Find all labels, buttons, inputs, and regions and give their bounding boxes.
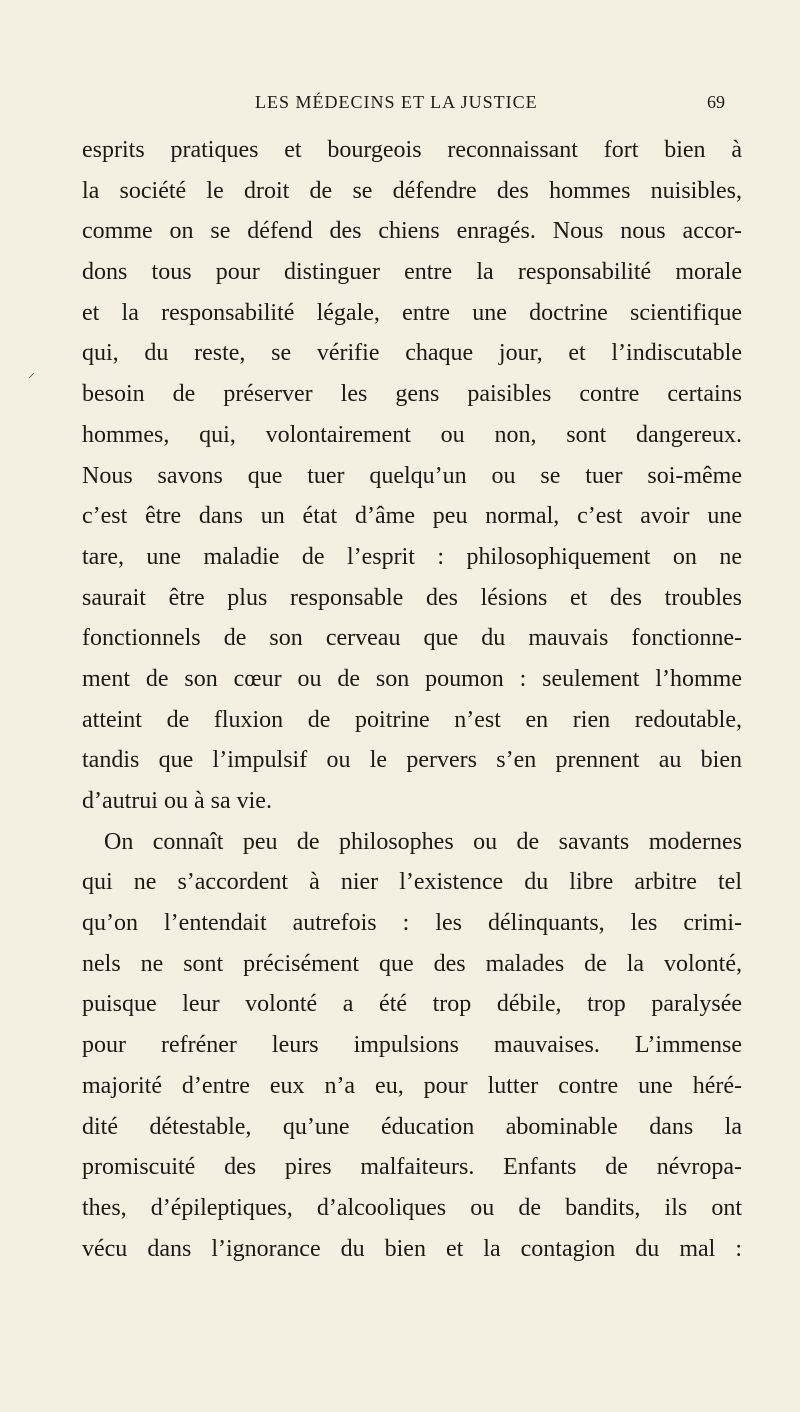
text-line: ment de son cœur ou de son poumon : seulement l’homme — [82, 665, 742, 692]
text-line: c’est être dans un état d’âme peu normal, c’est avoir une — [82, 503, 742, 530]
text-line: comme on se défend des chiens enragés. Nous nous accor- — [82, 218, 742, 245]
text-line: dons tous pour distinguer entre la responsabilité morale — [82, 259, 742, 286]
text-line: fonctionnels de son cerveau que du mauvais fonctionne- — [82, 625, 742, 652]
text-line: tandis que l’impulsif ou le pervers s’en prennent au bien — [82, 747, 742, 774]
paragraph-start-line: On connaît peu de philosophes ou de savants modernes — [104, 828, 742, 855]
text-line: atteint de fluxion de poitrine n’est en rien redoutable, — [82, 706, 742, 733]
text-line: puisque leur volonté a été trop débile, trop paralysée — [82, 991, 742, 1018]
running-head — [0, 92, 800, 122]
text-line: majorité d’entre eux n’a eu, pour lutter contre une héré- — [82, 1072, 742, 1099]
running-title: LES MÉDECINS ET LA JUSTICE — [255, 92, 538, 112]
page-number: 69 — [707, 92, 725, 112]
text-line: qui ne s’accordent à nier l’existence du libre arbitre tel — [82, 869, 742, 896]
text-line: qui, du reste, se vérifie chaque jour, et l’indiscutable — [82, 340, 742, 367]
margin-mark-icon: ⸝ — [28, 365, 35, 381]
text-line: qu’on l’entendait autrefois : les délinquants, les crimi- — [82, 910, 742, 937]
text-line: hommes, qui, volontairement ou non, sont dangereux. — [82, 421, 742, 448]
text-line: pour refréner leurs impulsions mauvaises. L’immense — [82, 1032, 742, 1059]
text-line: saurait être plus responsable des lésions et des troubles — [82, 584, 742, 611]
body-text — [82, 130, 742, 1269]
text-line: promiscuité des pires malfaiteurs. Enfants de névropa- — [82, 1154, 742, 1181]
paragraph-end-line: d’autrui ou à sa vie. — [82, 788, 272, 814]
text-line: besoin de préserver les gens paisibles contre certains — [82, 381, 742, 408]
text-line: dité détestable, qu’une éducation abominable dans la — [82, 1113, 742, 1140]
text-line: tare, une maladie de l’esprit : philosophiquement on ne — [82, 543, 742, 570]
text-line: vécu dans l’ignorance du bien et la contagion du mal : — [82, 1235, 742, 1262]
text-line: thes, d’épileptiques, d’alcooliques ou de bandits, ils ont — [82, 1194, 742, 1221]
text-line: nels ne sont précisément que des malades de la volonté, — [82, 950, 742, 977]
text-line: esprits pratiques et bourgeois reconnaissant fort bien à — [82, 137, 742, 163]
text-line: Nous savons que tuer quelqu’un ou se tuer soi-même — [82, 462, 742, 489]
text-line: la société le droit de se défendre des hommes nuisibles, — [82, 177, 742, 204]
text-line: et la responsabilité légale, entre une doctrine scientifique — [82, 299, 742, 326]
